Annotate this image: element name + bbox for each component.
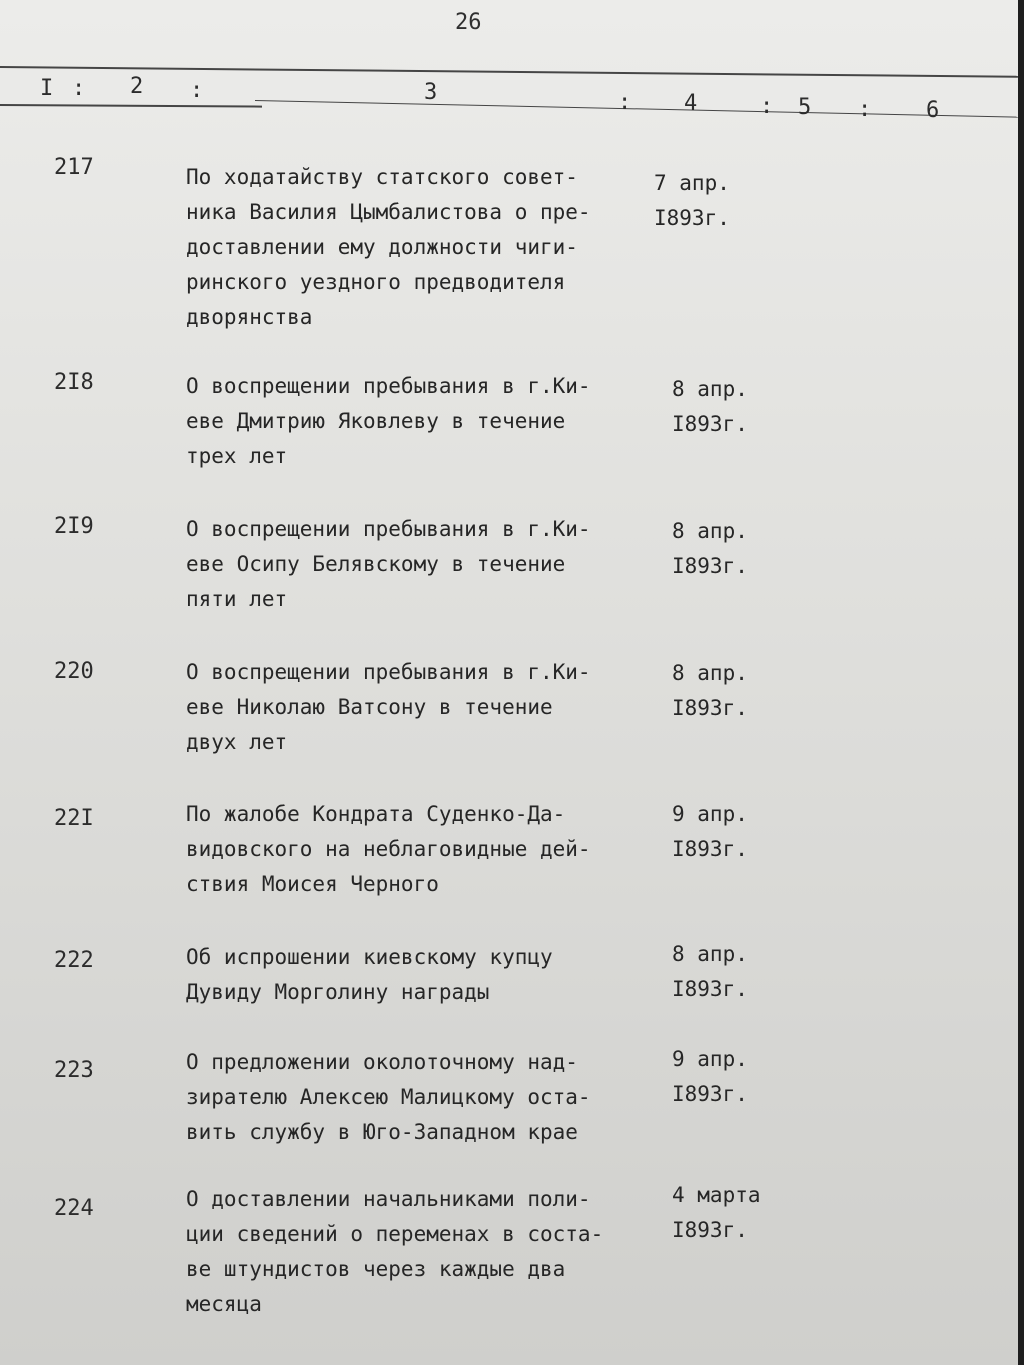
header-bottom-rule bbox=[0, 104, 262, 108]
entry-number: 224 bbox=[54, 1196, 94, 1221]
header-top-rule bbox=[0, 66, 1018, 78]
entry-number: 223 bbox=[54, 1058, 94, 1083]
entry-date: 8 апр. I893г. bbox=[672, 377, 748, 436]
entry-number: 222 bbox=[54, 948, 94, 973]
entry-date: 9 апр. I893г. bbox=[672, 1047, 748, 1106]
entry-date: 8 апр. I893г. bbox=[672, 519, 748, 578]
column-header-2: 2 bbox=[130, 74, 144, 99]
column-header-6: 6 bbox=[926, 98, 940, 123]
column-separator: : bbox=[72, 76, 86, 101]
entry-date: 8 апр. I893г. bbox=[672, 661, 748, 720]
entry-description: По ходатайству статского совет- ника Василия Цымбалистова о пре- доставлении ему должности чиги- ринского уездного предводителя дворянства bbox=[186, 165, 591, 329]
entry-date: 9 апр. I893г. bbox=[672, 802, 748, 861]
entry-number: 220 bbox=[54, 659, 94, 684]
column-separator: : bbox=[618, 90, 632, 115]
entry-number: 217 bbox=[54, 155, 94, 180]
header-bottom-rule-right bbox=[255, 100, 1018, 118]
column-header-5: 5 bbox=[798, 95, 812, 120]
entry-date: 8 апр. I893г. bbox=[672, 942, 748, 1001]
entry-description: Об испрошении киевскому купцу Дувиду Морголину награды bbox=[186, 945, 553, 1004]
entry-number: 2I9 bbox=[54, 514, 94, 539]
entry-number: 2I8 bbox=[54, 370, 94, 395]
entry-description: О предложении околоточному над- зирателю Алексею Малицкому оста- вить службу в Юго-Западном крае bbox=[186, 1050, 591, 1144]
column-separator: : bbox=[190, 78, 204, 103]
entry-date: 7 апр. I893г. bbox=[654, 171, 730, 230]
column-header-1: I bbox=[40, 76, 54, 101]
entry-description: О воспрещении пребывания в г.Ки- еве Николаю Ватсону в течение двух лет bbox=[186, 660, 591, 754]
column-header-3: 3 bbox=[424, 80, 438, 105]
entry-date: 4 марта I893г. bbox=[672, 1183, 761, 1242]
column-separator: : bbox=[760, 94, 774, 119]
page-number: 26 bbox=[455, 10, 482, 35]
entry-number: 22I bbox=[54, 806, 94, 831]
entry-description: О доставлении начальниками поли- ции сведений о переменах в соста- ве штундистов через каждые два месяца bbox=[186, 1187, 604, 1316]
column-header-4: 4 bbox=[684, 91, 698, 116]
entry-description: О воспрещении пребывания в г.Ки- еве Осипу Белявскому в течение пяти лет bbox=[186, 517, 591, 611]
page-edge-shadow bbox=[1018, 0, 1024, 1365]
column-separator: : bbox=[858, 97, 872, 122]
entry-description: О воспрещении пребывания в г.Ки- еве Дмитрию Яковлеву в течение трех лет bbox=[186, 374, 591, 468]
entry-description: По жалобе Кондрата Суденко-Да- видовского на неблаговидные дей- ствия Моисея Черного bbox=[186, 802, 591, 896]
